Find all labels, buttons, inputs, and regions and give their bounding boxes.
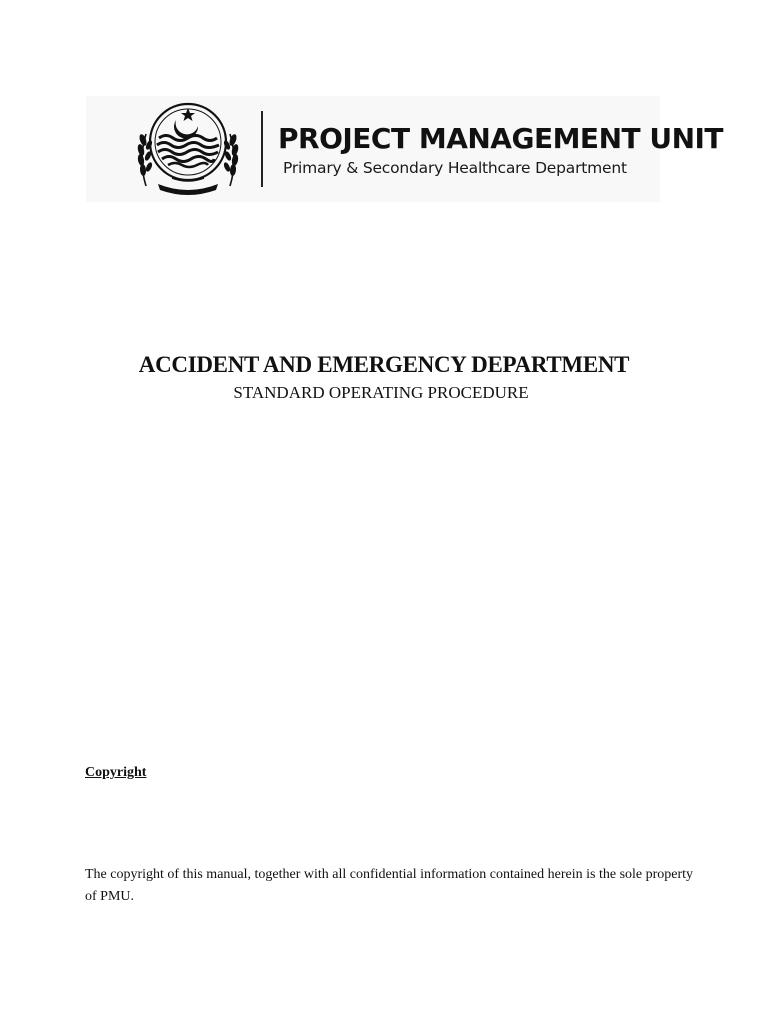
- organization-title: PROJECT MANAGEMENT UNIT: [278, 122, 724, 155]
- document-subtitle: STANDARD OPERATING PROCEDURE: [233, 383, 529, 402]
- document-title: ACCIDENT AND EMERGENCY DEPARTMENT: [138, 352, 630, 377]
- copyright-heading: Copyright: [85, 765, 147, 780]
- logo-divider: [261, 111, 263, 187]
- organization-subtitle: Primary & Secondary Healthcare Department: [283, 159, 627, 177]
- government-emblem-icon: [132, 100, 244, 196]
- copyright-body: The copyright of this manual, together with all confidential information contained herein is the sole property of PMU.: [85, 867, 694, 904]
